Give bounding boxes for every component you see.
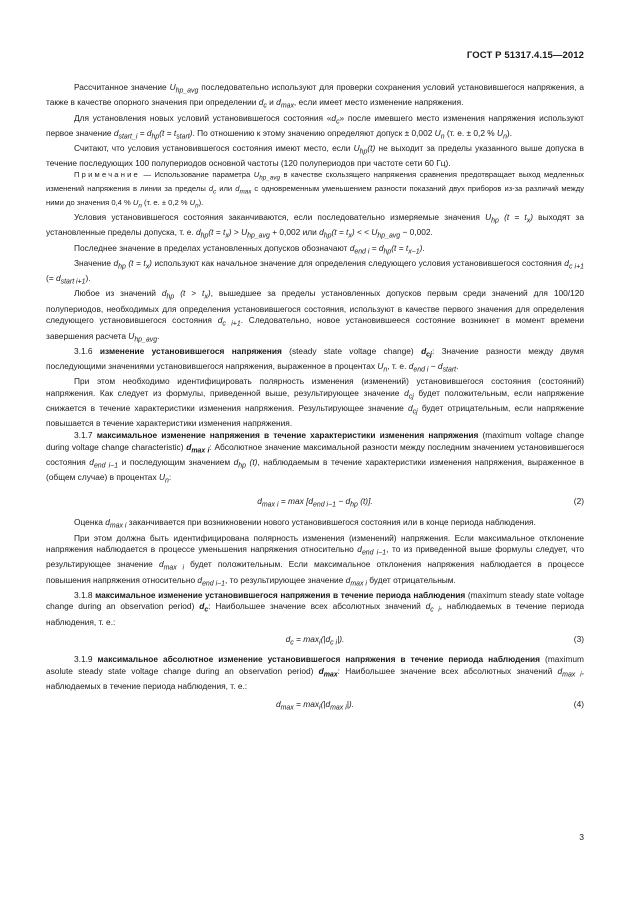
definition-3-1-6: 3.1.6 изменение установившегося напряжения (steady state voltage change) $d_{cj}$: Значение разности между двумя последующими значениями установившегося напряжения, выраженное в процентах $U_n$, т. е. $d_{end i} - d_{start}$. [46, 345, 584, 374]
paragraph: Любое из значений $d_{hp}$ $(t > t_x)$, вышедшее за пределы установленных допусков первым среди значений для 100/120 полупериодов, необходимых для определения установившегося состояния, используют в качестве первого значения для определения следующего установившегося состояния $d_{c i+1}$. Следовательно, новое установившееся состояние возникнет в момент времени завершения расчета $U_{hp\_avg}$. [46, 288, 584, 344]
paragraph: При этом должна быть идентифицирована полярность изменения (изменений) напряжения. Если максимальное отклонение напряжения наблюдается в процессе уменьшения напряжения относительно $d_{end i-1}$, то из приведенной выше формулы следует, что результирующее значение $d_{max i}$ будет положительным. Если максимальное отклонения напряжения наблюдается в процессе повышения напряжения относительно $d_{end i-1}$, то результирующее значение $d_{max i}$ будет отрицательным. [46, 532, 584, 588]
formula-3 [46, 628, 584, 654]
paragraph: Условия установившегося состояния заканчиваются, если последовательно измеряемые значения $U_{hp}$ $(t = t_x)$ выходят за установленные пределы допуска, т. е. $d_{hp}(t = t_x) > U_{hp\_avg} + 0,002$ или $d_{hp}(t = t_x)$ < < $U_{hp\_avg} - 0,002$. [46, 212, 585, 241]
formula-4 [46, 693, 584, 719]
paragraph: Считают, что условия установившегося состояния имеют место, если $U_{hp}(t)$ не выходит за пределы указанного выше допуска в течение последующих 100 полупериодов основной частоты (120 полупериодов при частоте сети 60 Гц). [46, 143, 584, 169]
document-body [46, 82, 584, 719]
paragraph: Для установления новых условий установившегося состояния «$d_c$» после имевшего место изменения напряжения используют первое значение $d_{start\_i} = d_{hp}(t = t_{start})$. По отношению к этому значению определяют допуск ± 0,002 $U_n$ (т. е. ± 0,2 % $U_n$). [46, 112, 584, 141]
formula-2-expression: $d_{max i} = \max [d_{end i-1} - d_{hp}$ (t)]. [257, 496, 373, 509]
definition-3-1-7: 3.1.7 максимальное изменение напряжения в течение характеристики изменения напряжения (maximum voltage change during voltage change characteristic) $d_{max i}$: Абсолютное значение максимальной разности между последним значением установившегося состояния $d_{end i-1}$ и последующим значением $d_{hp}$ (t), наблюдаемым в течение характеристики изменения напряжения, выраженное в (общем случае) в процентах $U_n$: [46, 429, 584, 485]
formula-4-number: (4) [573, 698, 584, 709]
definition-3-1-8: 3.1.8 максимальное изменение установившегося напряжения в течение периода наблюдения (maximum steady state voltage change during an observation period) $d_c$: Наибольшее значение всех абсолютных значений $d_{c i}$, наблюдаемых в течение периода наблюдения, т. е.: [46, 589, 584, 627]
formula-3-number: (3) [573, 634, 584, 645]
formula-3-expression: $d_c = \max_i(|d_{c i}|)$. [285, 634, 345, 647]
paragraph: Оценка $d_{max i}$ заканчивается при возникновении нового установившегося состояния или в конце периода наблюдения. [74, 517, 536, 530]
paragraph: Значение $d_{hp}$ $(t = t_x)$ используют как начальное значение для определения следующего условия установившегося состояния $d_{c i+1}$ (= $d_{start i+1}$). [46, 257, 584, 286]
formula-2 [46, 487, 584, 517]
standard-header: ГОСТ Р 51317.4.15—2012 [466, 50, 584, 61]
formula-4-expression: $d_{max} = \max_i(|d_{max i}|)$. [275, 698, 354, 712]
page-number: 3 [579, 832, 584, 842]
paragraph: Последнее значение в пределах установленных допусков обозначают $d_{end i} = d_{hp}(t = t_{x-1})$. [74, 242, 425, 256]
formula-2-number: (2) [573, 496, 584, 507]
definition-3-1-9: 3.1.9 максимальное абсолютное изменение установившегося напряжения в течение периода наблюдения (maximum asolute steady state voltage change during an observation period) $d_{max}$: Наибольшее значение всех абсолютных значений $d_{max i}$, наблюдаемых в течение периода наблюдения, т. е.: [46, 654, 585, 692]
paragraph: Рассчитанное значение $U_{hp\_avg}$ последовательно используют для проверки сохранения условий установившегося напряжения, а также в качестве опорного значения при определении $d_c$ и $d_{max}$, если имеет место изменение напряжения. [46, 82, 585, 110]
note-paragraph: Примечание — Использование параметра $U_{hp\_avg}$ в качестве скользящего напряжения сравнения предотвращает выход медленных изменений напряжения в линии за пределы $d_c$ или $d_{max}$ с одновременным уменьшением разности показаний двух приборов из-за различий между ними до значения 0,4 % $U_n$ (т. е. ± 0,2 % $U_n$). [46, 169, 584, 210]
paragraph: При этом необходимо идентифицировать полярность изменения (изменений) установившегося состояния (состояний) напряжения. Как следует из формулы, приведенной выше, результирующее значение $d_{cj}$ будет положительным, если напряжение снижается в течение характеристики изменения напряжения. Результирующее значение $d_{cj}$ будет отрицательным, если напряжение повышается в течение характеристики изменения напряжения. [46, 376, 585, 429]
